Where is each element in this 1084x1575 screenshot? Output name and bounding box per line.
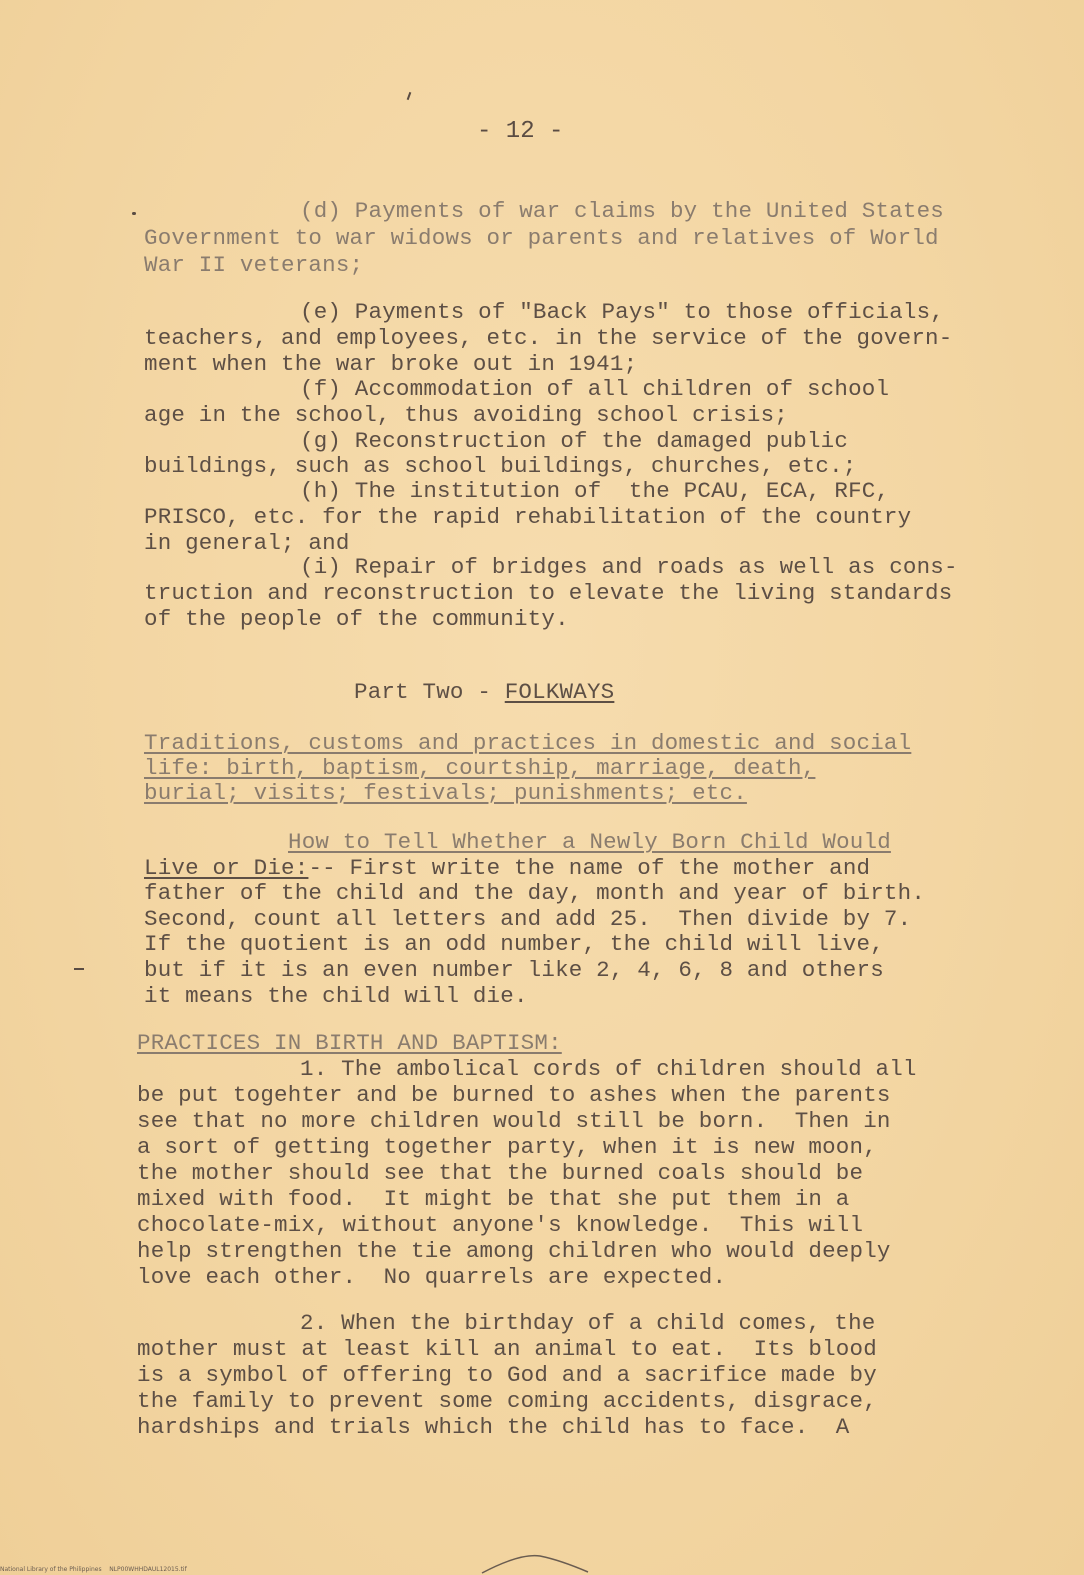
item-g-line-1: (g) Reconstruction of the damaged public bbox=[300, 428, 849, 454]
newborn-heading-live-or-die: Live or Die: bbox=[144, 855, 309, 881]
part-heading bbox=[354, 679, 614, 705]
item-i-line-1: (i) Repair of bridges and roads as well as cons- bbox=[300, 554, 958, 580]
newborn-heading-line-2 bbox=[144, 855, 870, 881]
birth-item-2-line-4: the family to prevent some coming accidents, disgrace, bbox=[137, 1388, 877, 1414]
item-e-line-3: ment when the war broke out in 1941; bbox=[144, 351, 638, 377]
item-e-line-2: teachers, and employees, etc. in the service of the govern- bbox=[144, 325, 953, 351]
part-description-line-1: Traditions, customs and practices in domestic and social bbox=[144, 730, 912, 756]
birth-item-1-line-5: the mother should see that the burned coals should be bbox=[137, 1160, 864, 1186]
item-f-line-1: (f) Accommodation of all children of school bbox=[300, 376, 890, 402]
item-f-line-2: age in the school, thus avoiding school crisis; bbox=[144, 402, 789, 428]
stray-dot-left bbox=[132, 212, 136, 215]
birth-item-1-line-4: a sort of getting together party, when it is new moon, bbox=[137, 1134, 877, 1160]
birth-item-1-line-3: see that no more children would still be born. Then in bbox=[137, 1108, 891, 1134]
birth-item-2-line-2: mother must at least kill an animal to eat. Its blood bbox=[137, 1336, 877, 1362]
item-d-line-3: War II veterans; bbox=[144, 252, 364, 278]
newborn-heading-line-1: How to Tell Whether a Newly Born Child Would bbox=[288, 829, 891, 855]
item-h-line-1: (h) The institution of the PCAU, ECA, RFC, bbox=[300, 478, 890, 504]
item-i-line-3: of the people of the community. bbox=[144, 606, 569, 632]
bottom-curve-mark bbox=[480, 1548, 590, 1575]
item-e-line-1: (e) Payments of "Back Pays" to those officials, bbox=[300, 299, 945, 325]
birth-item-2-line-3: is a symbol of offering to God and a sacrifice made by bbox=[137, 1362, 877, 1388]
newborn-body-line-1: father of the child and the day, month and year of birth. bbox=[144, 880, 926, 906]
part-heading-prefix: Part Two - bbox=[354, 679, 505, 705]
birth-baptism-heading: PRACTICES IN BIRTH AND BAPTISM: bbox=[137, 1030, 562, 1056]
stray-mark-top bbox=[407, 92, 412, 100]
page-number: - 12 - bbox=[477, 118, 564, 145]
newborn-line-2-rest: -- First write the name of the mother and bbox=[308, 855, 871, 881]
archive-footer: National Library of the Philippines NLP00WHHDAUL12015.tif bbox=[0, 1566, 187, 1573]
newborn-body-line-4: but if it is an even number like 2, 4, 6, 8 and others bbox=[144, 957, 884, 983]
item-d-line-1: (d) Payments of war claims by the United States bbox=[300, 198, 945, 224]
part-description-line-2: life: birth, baptism, courtship, marriage, death, bbox=[144, 755, 816, 781]
birth-item-1-line-9: love each other. No quarrels are expected. bbox=[137, 1264, 727, 1290]
birth-item-1-line-7: chocolate-mix, without anyone's knowledge. This will bbox=[137, 1212, 864, 1238]
newborn-body-line-2: Second, count all letters and add 25. Then divide by 7. bbox=[144, 906, 912, 932]
birth-item-1-line-6: mixed with food. It might be that she put them in a bbox=[137, 1186, 850, 1212]
newborn-body-line-5: it means the child will die. bbox=[144, 983, 528, 1009]
birth-item-1-line-8: help strengthen the tie among children who would deeply bbox=[137, 1238, 891, 1264]
item-i-line-2: truction and reconstruction to elevate the living standards bbox=[144, 580, 953, 606]
item-h-line-2: PRISCO, etc. for the rapid rehabilitation of the country bbox=[144, 504, 912, 530]
birth-item-1-line-2: be put togehter and be burned to ashes when the parents bbox=[137, 1082, 891, 1108]
birth-item-2-line-5: hardships and trials which the child has to face. A bbox=[137, 1414, 850, 1440]
newborn-body-line-3: If the quotient is an odd number, the child will live, bbox=[144, 931, 884, 957]
item-d-line-2: Government to war widows or parents and relatives of World bbox=[144, 225, 939, 251]
item-g-line-2: buildings, such as school buildings, churches, etc.; bbox=[144, 453, 857, 479]
birth-item-2-line-1: 2. When the birthday of a child comes, the bbox=[300, 1310, 876, 1336]
part-heading-title: FOLKWAYS bbox=[504, 679, 615, 705]
item-h-line-3: in general; and bbox=[144, 530, 350, 556]
part-description-line-3: burial; visits; festivals; punishments; etc. bbox=[144, 780, 747, 806]
birth-item-1-line-1: 1. The ambolical cords of children should all bbox=[300, 1056, 917, 1082]
stray-dash-left bbox=[74, 968, 84, 970]
